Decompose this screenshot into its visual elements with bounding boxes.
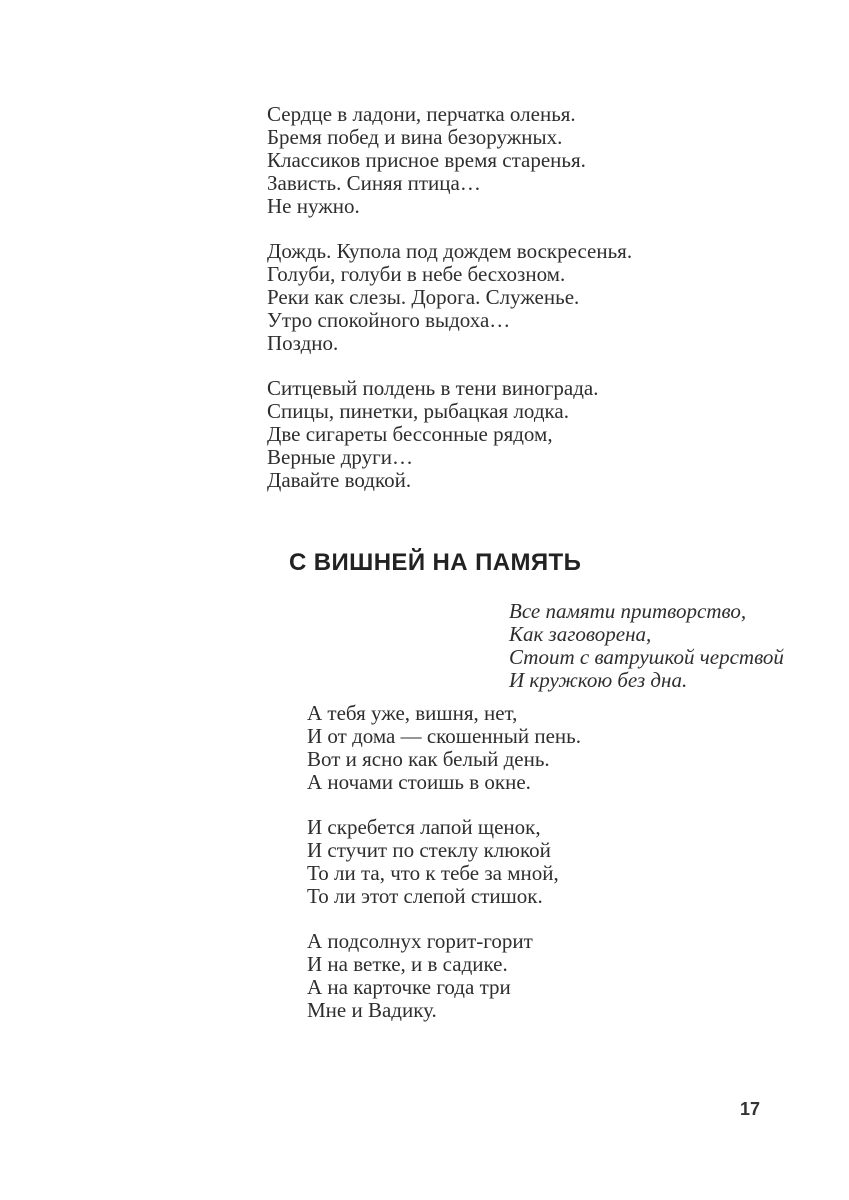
poem-line: Верные други… (267, 445, 414, 469)
epigraph-line: Все памяти притворство, (509, 599, 747, 623)
epigraph-line: И кружкою без дна. (509, 668, 688, 692)
poem-line: А тебя уже, вишня, нет, (307, 701, 518, 725)
poem-line: То ли та, что к тебе за мной, (307, 861, 559, 885)
poem-line: Не нужно. (267, 194, 360, 218)
stanza (307, 816, 581, 908)
poem-epigraph (509, 600, 784, 692)
poem-line: А ночами стоишь в окне. (307, 770, 531, 794)
poem-line: А на карточке года три (307, 975, 511, 999)
page-number: 17 (740, 1099, 761, 1119)
stanza (267, 377, 632, 492)
poem-line: И скребется лапой щенок, (307, 815, 541, 839)
poem-line: И стучит по стеклу клюкой (307, 838, 551, 862)
poem-line: Зависть. Синяя птица… (267, 171, 481, 195)
poem-line: Бремя побед и вина безоружных. (267, 125, 563, 149)
stanza (267, 103, 632, 218)
poem-line: Дождь. Купола под дождем воскресенья. (267, 239, 633, 263)
stanza (307, 930, 581, 1022)
poem-line: И на ветке, и в садике. (307, 952, 508, 976)
poem-body (307, 702, 581, 1022)
poem-line: Давайте водкой. (267, 468, 412, 492)
poem-line: Реки как слезы. Дорога. Служенье. (267, 285, 580, 309)
poem-line: Голуби, голуби в небе бесхозном. (267, 262, 566, 286)
poem-line: Две сигареты бессонные рядом, (267, 422, 553, 446)
poem-line: Спицы, пинетки, рыбацкая лодка. (267, 399, 569, 423)
poem-title: С ВИШНЕЙ НА ПАМЯТЬ (289, 549, 582, 576)
poem-line: И от дома — скошенный пень. (307, 724, 581, 748)
poem-line: Ситцевый полдень в тени винограда. (267, 376, 599, 400)
epigraph-line: Стоит с ватрушкой черствой (509, 645, 784, 669)
poem-line: Утро спокойного выдоха… (267, 308, 511, 332)
epigraph-line: Как заговорена, (509, 622, 652, 646)
poem-line: То ли этот слепой стишок. (307, 884, 543, 908)
poem-line: Поздно. (267, 331, 339, 355)
stanza (307, 702, 581, 794)
poem-line: Сердце в ладони, перчатка оленья. (267, 102, 576, 126)
poem-line: Вот и ясно как белый день. (307, 747, 550, 771)
poem-line: А подсолнух горит-горит (307, 929, 533, 953)
poem-line: Классиков присное время старенья. (267, 148, 586, 172)
previous-poem-fragment (267, 103, 632, 492)
poem-line: Мне и Вадику. (307, 998, 437, 1022)
stanza (267, 240, 632, 355)
